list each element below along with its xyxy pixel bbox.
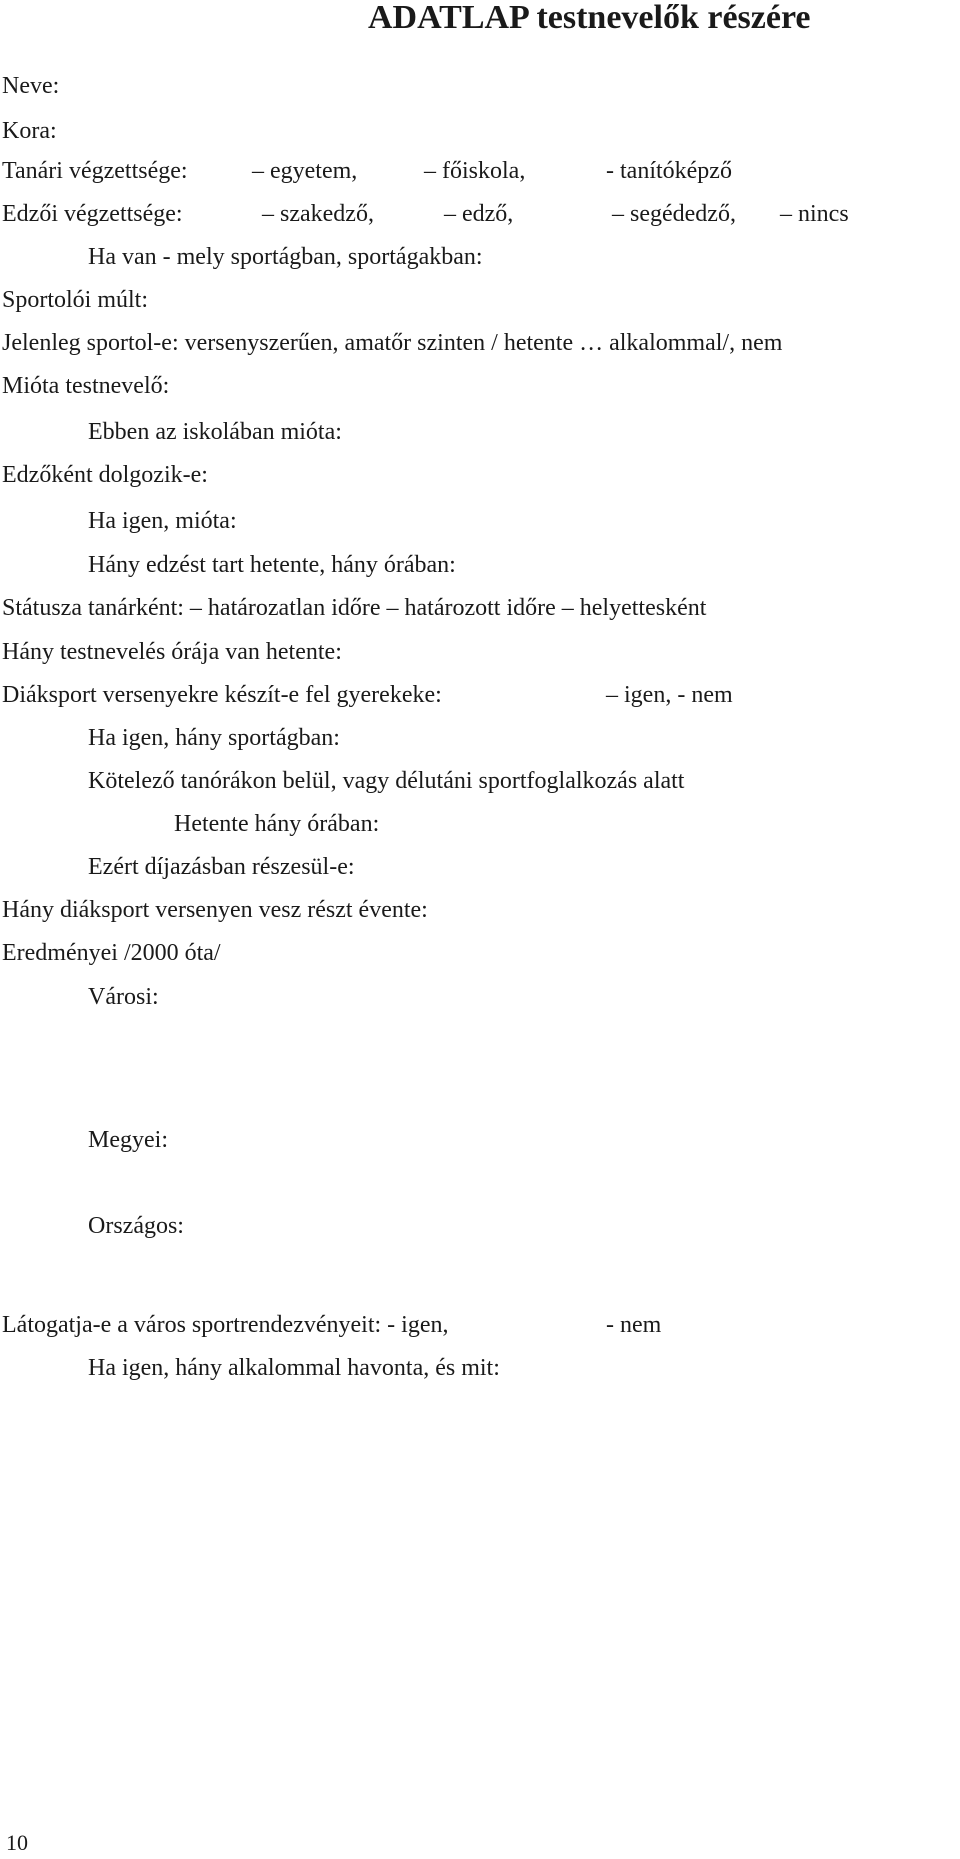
option-igen-nem: – igen, - nem [606, 682, 733, 708]
field-edzokent-dolgozik: Edzőként dolgozik-e: [2, 462, 208, 488]
field-hany-testneveles: Hány testnevelés órája van hetente: [2, 639, 342, 665]
option-segededzo: – segédedző, [612, 201, 736, 227]
field-sportoloi-mult: Sportolói múlt: [2, 287, 149, 313]
field-miota-testnevelo: Mióta testnevelő: [2, 373, 170, 399]
field-latogatja: Látogatja-e a város sportrendezvényeit: - igen, [2, 1312, 449, 1338]
field-ebben-iskolaban: Ebben az iskolában mióta: [88, 419, 342, 445]
option-tanitokepzo: - tanítóképző [606, 158, 732, 184]
field-eredmenyei: Eredményei /2000 óta/ [2, 940, 221, 966]
page-number: 10 [6, 1830, 28, 1855]
field-hetente-hany-oraban: Hetente hány órában: [174, 811, 380, 837]
field-tanari-vegzettseg: Tanári végzettsége: [2, 158, 188, 184]
field-edzoi-vegzettseg: Edzői végzettsége: [2, 201, 183, 227]
field-ha-igen-sportagban: Ha igen, hány sportágban: [88, 725, 340, 751]
option-szakedzo: – szakedző, [262, 201, 374, 227]
field-jelenleg-sportol: Jelenleg sportol-e: versenyszerűen, amatőr szinten / hetente … alkalommal/, nem [2, 330, 783, 356]
field-megyei: Megyei: [88, 1127, 168, 1153]
field-kotelezo-tanorakon: Kötelező tanórákon belül, vagy délutáni sportfoglalkozás alatt [88, 768, 685, 794]
option-egyetem: – egyetem, [252, 158, 358, 184]
field-hany-edzest: Hány edzést tart hetente, hány órában: [88, 552, 456, 578]
field-ha-van-sportag: Ha van - mely sportágban, sportágakban: [88, 244, 483, 270]
option-nem: - nem [606, 1312, 662, 1338]
field-neve: Neve: [2, 73, 60, 99]
field-diaksport-felkeszites: Diáksport versenyekre készít-e fel gyerekeke: [2, 682, 442, 708]
page-title: ADATLAP testnevelők részére [368, 0, 811, 36]
option-nincs: – nincs [780, 201, 849, 227]
field-dijazas: Ezért díjazásban részesül-e: [88, 854, 355, 880]
option-edzo: – edző, [444, 201, 514, 227]
field-ha-igen-miota: Ha igen, mióta: [88, 508, 237, 534]
field-ha-igen-alkalom: Ha igen, hány alkalommal havonta, és mit: [88, 1355, 500, 1381]
field-statusza: Státusza tanárként: – határozatlan időre – határozott időre – helyettesként [2, 595, 707, 621]
field-varosi: Városi: [88, 984, 159, 1010]
field-kora: Kora: [2, 118, 57, 144]
option-foiskola: – főiskola, [424, 158, 526, 184]
field-orszagos: Országos: [88, 1213, 184, 1239]
field-hany-diaksport-verseny: Hány diáksport versenyen vesz részt évente: [2, 897, 428, 923]
